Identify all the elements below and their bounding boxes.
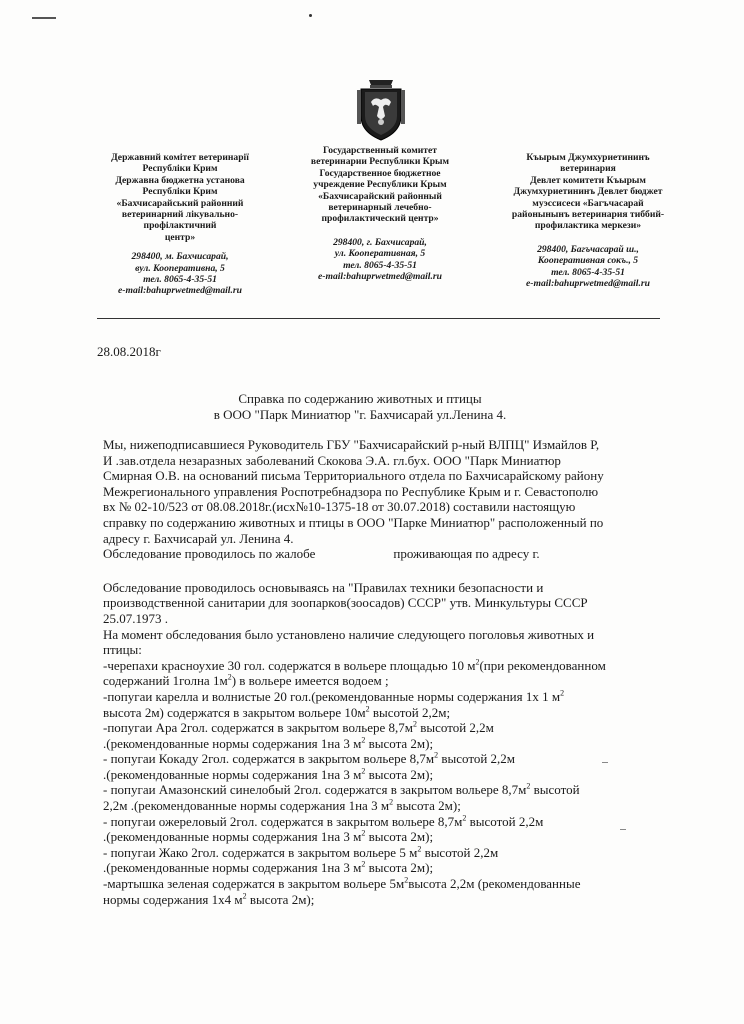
body-line: производственной санитарии для зоопарков(зоосадов) СССР" утв. Минкультуры СССР <box>103 595 588 611</box>
header-line: «Бахчисарайський районний <box>116 197 244 209</box>
animal-list-line: - попугаи Кокаду 2гол. содержатся в закрытом вольере $8,7м^2$ высотой 2,2м <box>103 750 516 767</box>
header-address: 298400, м. Бахчисарай, <box>131 251 229 263</box>
animal-list-line: .(рекомендованные нормы содержания 1на 3 $м^2$ высота 2м); <box>103 828 434 845</box>
header-line: ветеринария <box>560 163 616 175</box>
header-line: ветеринарный лечебно- <box>328 202 432 214</box>
header-crimean-tatar <box>488 152 688 289</box>
header-phone: тел. 8065-4-35-51 <box>143 274 217 286</box>
body-line: Межрегионального управления Роспотребнадзора по Республике Крым и г. Севастополю <box>103 483 599 499</box>
body-line: 25.07.1973 . <box>103 610 168 626</box>
body-line: Смирная О.В. на оснований письма Территориального отдела по Бахчисарайскому району <box>103 468 604 484</box>
scan-mark <box>32 17 56 19</box>
body-line: Мы, нижеподписавшиеся Руководитель ГБУ "Бахчисарайский р-ный ВЛПЦ" Измайлов Р, <box>103 437 600 452</box>
animal-list-line: .(рекомендованные нормы содержания 1на 3 $м^2$ высота 2м); <box>103 735 434 751</box>
crimea-coat-of-arms-icon <box>355 76 407 144</box>
complaint-line <box>103 546 683 562</box>
animal-list-line: - попугаи Амазонский синелобый 2гол. содержатся в закрытом вольере $8,7м^2$ высотой <box>103 782 580 798</box>
body-line: Обследование проводилось основываясь на "Правилах техники безопасности и <box>103 579 544 595</box>
animal-list-line: -попугаи Ара 2гол. содержатся в закрытом вольере $8,7м^2$ высотой 2,2м <box>103 719 494 736</box>
header-russian <box>290 145 470 282</box>
body-line: справку по содержанию животных и птицы в ООО "Парке Миниатюр" расположенный по <box>103 514 604 530</box>
body-line: На момент обследования было установлено наличие следующего поголовья животных и <box>103 626 595 642</box>
header-address: Кооперативная сокъ., 5 <box>537 255 639 267</box>
animal-list-line: - попугаи Жако 2гол. содержатся в закрытом вольере 5 $м^2$ высотой 2,2м <box>103 844 499 860</box>
document-title <box>150 391 570 423</box>
header-line: профілактичний <box>143 220 217 232</box>
animal-list-line: .(рекомендованные нормы содержания 1на 3 $м^2$ высота 2м); <box>103 766 434 782</box>
title-line: в ООО "Парк Миниатюр "г. Бахчисарай ул.Ленина 4. <box>213 407 507 422</box>
animal-list-line: высота 2м) содержатся в закрытом вольере $10м^2$ высотой 2,2м; <box>103 704 451 720</box>
header-line: Государственный комитет <box>322 145 437 156</box>
header-email: e-mail:bahuprwetmed@mail.ru <box>526 278 650 290</box>
animal-list-line: -попугаи карелла и волнистые 20 гол.(рекомендованные нормы содержания 1х 1 $м^2$ <box>103 688 565 704</box>
header-line: Державна бюджетна установа <box>115 174 245 186</box>
complaint-text: Обследование проводилось по жалобе <box>103 546 316 562</box>
body-line: адресу г. Бахчисарай ул. Ленина 4. <box>103 530 294 546</box>
header-line: Джумхуриетининъ Девлет бюджет <box>513 186 663 198</box>
header-ukrainian <box>80 152 280 297</box>
header-line: профилактический центр» <box>321 213 439 225</box>
animal-list-line: нормы содержания 1х4 $м^2$ высота 2м); <box>103 891 315 907</box>
header-line: профилактика меркези» <box>534 220 642 232</box>
header-line: ветеринарии Республики Крым <box>310 156 450 168</box>
document-date: 28.08.2018г <box>97 344 161 359</box>
animal-list-line: .(рекомендованные нормы содержания 1на 3 $м^2$ высота 2м); <box>103 860 434 876</box>
header-line: муэссисеси «Багъчасарай <box>532 197 644 209</box>
header-line: учреждение Республики Крым <box>313 179 447 191</box>
header-line: Республіки Крим <box>142 163 218 175</box>
title-line: Справка по содержанию животных и птицы <box>238 391 482 406</box>
header-phone: тел. 8065-4-35-51 <box>551 266 625 278</box>
header-line: Державний комітет ветеринарії <box>111 152 249 163</box>
animal-list <box>103 658 683 908</box>
header-address: ул. Кооперативная, 5 <box>334 248 426 260</box>
scan-dot <box>309 14 312 17</box>
document-body <box>103 437 683 907</box>
header-line: Къырым Джумхуриетининъ <box>526 152 650 163</box>
header-divider <box>97 318 660 319</box>
pen-mark <box>602 762 608 767</box>
header-line: «Бахчисарайский районный <box>318 190 442 202</box>
animal-list-line: -мартышка зеленая содержатся в закрытом вольере $5м^2высота$ 2,2м (рекомендованные <box>103 875 581 892</box>
animal-list-line: -черепахи красноухие 30 гол. содержатся в вольере площадью 10 $м^2(при$ рекомендованном <box>103 657 606 673</box>
body-line: вх № 02-10/523 от 08.08.2018г.(исх№10-1375-18 от 30.07.2018) составили настоящую <box>103 499 576 515</box>
header-line: Государственное бюджетное <box>319 167 441 179</box>
header-line: центр» <box>164 231 196 243</box>
body-line: птицы: <box>103 642 142 658</box>
complaint-address: проживающая по адресу г. <box>393 546 540 562</box>
animal-list-line: 2,2м .(рекомендованные нормы содержания 1на 3 $м^2$ высота 2м); <box>103 797 461 814</box>
header-email: e-mail:bahuprwetmed@mail.ru <box>118 285 242 297</box>
header-address: 298400, Багъчасарай ш., <box>537 243 639 255</box>
animal-list-line: - попугаи ожереловый 2гол. содержатся в закрытом вольере $8,7м^2$ высотой 2,2м <box>103 813 544 829</box>
header-line: Республіки Крим <box>142 186 218 198</box>
header-line: Девлет комитети Къырым <box>530 174 646 186</box>
animal-list-line: содержаний 1голна $1м^2$) в вольере имеется водоем ; <box>103 672 389 689</box>
header-phone: тел. 8065-4-35-51 <box>343 259 417 271</box>
header-address: вул. Кооперативна, 5 <box>135 262 225 274</box>
header-email: e-mail:bahuprwetmed@mail.ru <box>318 271 442 283</box>
header-address: 298400, г. Бахчисарай, <box>333 236 427 248</box>
header-line: ветеринарний лікувально- <box>121 209 239 221</box>
header-line: районынынъ ветеринария тиббий- <box>511 209 665 221</box>
body-line: И .зав.отдела незаразных заболеваний Скокова Э.А. гл.бух. ООО "Парк Миниатюр <box>103 452 561 468</box>
pen-mark <box>620 829 626 834</box>
